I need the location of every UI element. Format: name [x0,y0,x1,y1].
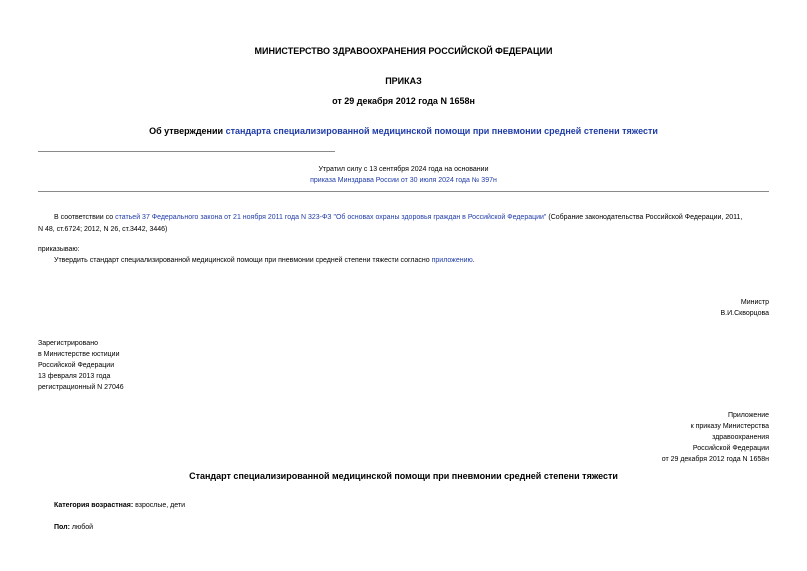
order-paragraph [54,255,475,266]
order-text-b: . [472,257,475,264]
doc-title-link[interactable]: стандарта специализированной медицинской помощи при пневмонии средней степени тяжести [225,126,658,136]
ministry-heading: МИНИСТЕРСТВО ЗДРАВООХРАНЕНИЯ РОССИЙСКОЙ ФЕДЕРАЦИИ [254,46,553,56]
preamble-paragraph [54,212,742,223]
sex-field [54,524,93,531]
appendix-line: здравоохранения [712,434,769,441]
appendix-line: Российской Федерации [692,445,769,452]
age-category-value: взрослые, дети [133,502,186,509]
registration-line: Российской Федерации [38,362,115,369]
doc-title [0,126,807,136]
appendix-block [662,410,769,465]
signature-role: Министр [740,299,769,306]
notice-line: Утратил силу с 13 сентября 2024 года на основании [318,166,489,173]
registration-line: Зарегистрировано [38,340,98,347]
notice-top-rule [38,151,335,152]
age-category [54,502,185,509]
age-category-label: Категория возрастная: [54,502,134,509]
sex-label: Пол: [54,524,70,531]
signature-name: В.И.Скворцова [720,310,769,317]
order-text-a: Утвердить стандарт специализированной медицинской помощи при пневмонии средней степени тяжести согласно [54,257,432,264]
appendix-line: Приложение [727,412,769,419]
notice-order-link[interactable]: приказа Минздрава России от 30 июля 2024 года № 397н [310,177,497,184]
standard-title: Стандарт специализированной медицинской помощи при пневмонии средней степени тяжести [189,471,618,481]
registration-line: регистрационный N 27046 [38,384,124,391]
appendix-line: от 29 декабря 2012 года N 1658н [661,456,769,463]
sex-value: любой [69,524,94,531]
doc-date-heading: от 29 декабря 2012 года N 1658н [332,96,475,106]
doc-type-heading: ПРИКАЗ [385,76,422,86]
registration-line: в Министерстве юстиции [38,351,120,358]
doc-title-prefix: Об утверждении [149,126,226,136]
order-word: приказываю: [38,246,80,253]
registration-block [38,338,124,393]
appendix-link[interactable]: приложению [431,257,473,264]
registration-line: 13 февраля 2013 года [38,373,111,380]
preamble-text-a: В соответствии со [54,214,116,221]
notice-bottom-rule [38,191,769,192]
preamble-continuation: N 48, ст.6724; 2012, N 26, ст.3442, 3446) [38,226,168,233]
appendix-line: к приказу Министерства [690,423,769,430]
preamble-text-b: (Собрание законодательства Российской Федерации, 2011, [546,214,743,221]
law-article-link[interactable]: статьей 37 Федерального закона от 21 ноября 2011 года N 323-ФЗ "Об основах охраны здоровья граждан в Российской Федерации" [115,214,547,221]
